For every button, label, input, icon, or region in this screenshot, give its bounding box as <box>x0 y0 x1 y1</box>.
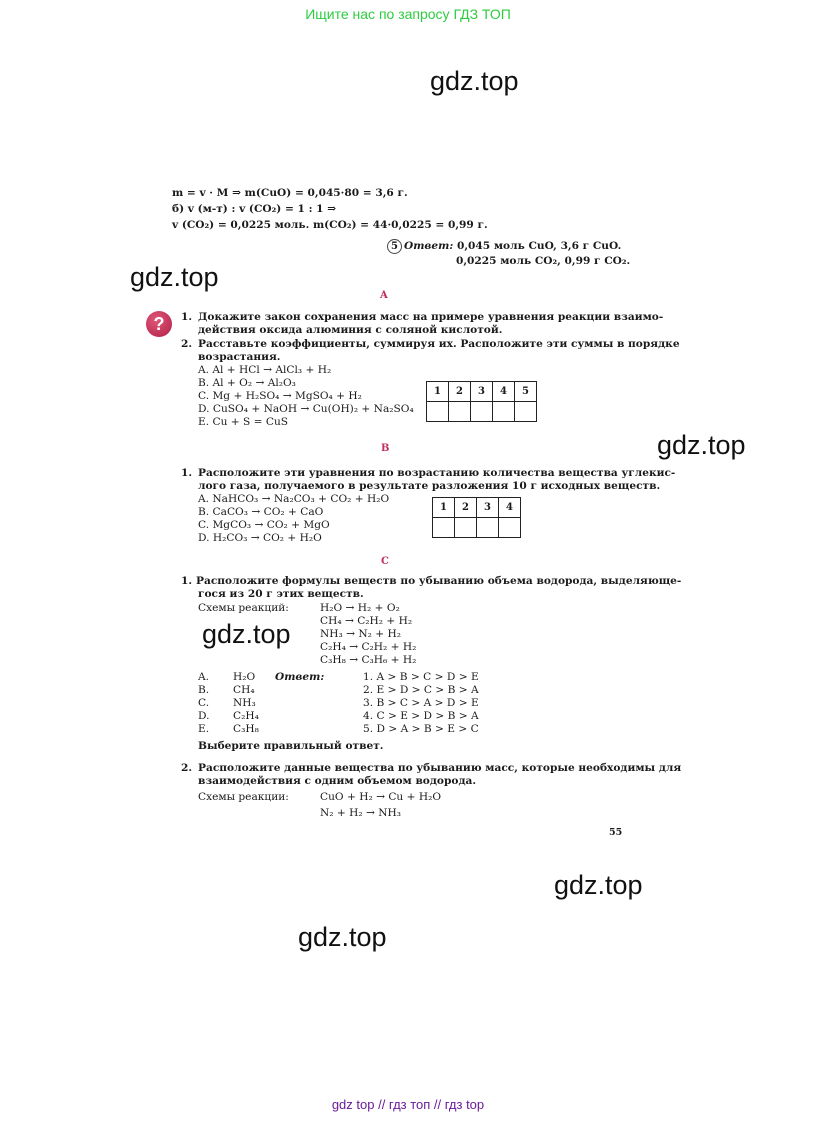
option-substance: NH₃ <box>233 697 256 709</box>
question-text: Расположите данные вещества по убыванию масс, которые необходимы для <box>198 762 682 774</box>
section-heading-c: C <box>381 556 389 567</box>
answer-option: 3. B > C > A > D > E <box>363 697 479 709</box>
option-substance: C₂H₄ <box>233 710 259 722</box>
watermark: gdz.top <box>430 66 519 96</box>
answer-option: 1. A > B > C > D > E <box>363 671 479 683</box>
answer-text: 0,045 моль CuO, 3,6 г CuO. <box>456 240 622 252</box>
question-text: действия оксида алюминия с соляной кислотой. <box>198 324 503 336</box>
section-heading-b: B <box>381 443 390 454</box>
equation: C. Mg + H₂SO₄ → MgSO₄ + H₂ <box>198 390 362 402</box>
grid-answer-cell[interactable] <box>449 402 471 422</box>
page-number: 55 <box>609 827 623 838</box>
equation: D. CuSO₄ + NaOH → Cu(OH)₂ + Na₂SO₄ <box>198 403 414 415</box>
footer-links[interactable]: gdz top // гдз топ // гдз top <box>331 1097 485 1112</box>
search-hint-link[interactable]: Ищите нас по запросу ГДЗ ТОП <box>305 6 511 22</box>
equation: A. NaHCO₃ → Na₂CO₃ + CO₂ + H₂O <box>198 493 390 505</box>
question-text: гося из 20 г этих веществ. <box>198 588 364 600</box>
answer-label: Ответ: <box>275 671 325 683</box>
option-letter: A. <box>198 671 210 683</box>
grid-answer-cell[interactable] <box>515 402 537 422</box>
option-letter: B. <box>198 684 210 696</box>
reaction-scheme: C₂H₄ → C₂H₂ + H₂ <box>320 641 417 653</box>
answer-option: 2. E > D > C > B > A <box>363 684 479 696</box>
question-mark-icon: ? <box>146 311 172 337</box>
grid-answer-cell[interactable] <box>493 402 515 422</box>
section-heading-a: A <box>380 290 388 301</box>
question-text: Докажите закон сохранения масс на примере уравнения реакции взаимо- <box>198 311 664 323</box>
answer-option: 5. D > A > B > E > C <box>363 723 479 735</box>
watermark: gdz.top <box>298 922 387 952</box>
reaction-scheme: NH₃ → N₂ + H₂ <box>320 628 401 640</box>
reaction-scheme: C₃H₈ → C₃H₆ + H₂ <box>320 654 417 666</box>
option-substance: H₂O <box>233 671 256 683</box>
equation: C. MgCO₃ → CO₂ + MgO <box>198 519 330 531</box>
answer-line <box>387 239 621 254</box>
grid-answer-cell[interactable] <box>427 402 449 422</box>
answer-label: Ответ: <box>404 240 454 252</box>
equation: D. H₂CO₃ → CO₂ + H₂O <box>198 532 322 544</box>
grid-header-cell: 1 <box>433 498 455 518</box>
answer-line-2: 0,0225 моль CO₂, 0,99 г CO₂. <box>456 255 631 267</box>
option-substance: CH₄ <box>233 684 255 696</box>
grid-header-cell: 5 <box>515 382 537 402</box>
option-substance: C₃H₈ <box>233 723 259 735</box>
question-number: 1. <box>181 311 193 323</box>
grid-header-cell: 1 <box>427 382 449 402</box>
reaction-scheme: CH₄ → C₂H₂ + H₂ <box>320 615 413 627</box>
answer-option: 4. C > E > D > B > A <box>363 710 479 722</box>
question-text: лого газа, получаемого в результате разложения 10 г исходных веществ. <box>198 480 661 492</box>
solution-line: б) v (м-т) : v (CO₂) = 1 : 1 ⇒ <box>172 203 337 215</box>
answer-number-circle: 5 <box>387 239 402 254</box>
schemes-label: Схемы реакций: <box>198 602 289 614</box>
grid-answer-cell[interactable] <box>477 518 499 538</box>
question-text: Расставьте коэффициенты, суммируя их. Расположите эти суммы в порядке <box>198 338 680 350</box>
watermark: gdz.top <box>657 430 746 460</box>
watermark: gdz.top <box>554 870 643 900</box>
grid-header-cell: 4 <box>499 498 521 518</box>
answer-grid-b <box>432 497 521 538</box>
question-text: Расположите эти уравнения по возрастанию количества вещества углекис- <box>198 467 676 479</box>
option-letter: C. <box>198 697 210 709</box>
reaction-scheme: CuO + H₂ → Cu + H₂O <box>320 791 442 803</box>
solution-line: v (CO₂) = 0,0225 моль. m(CO₂) = 44·0,0225 = 0,99 г. <box>172 219 488 231</box>
grid-answer-cell[interactable] <box>433 518 455 538</box>
grid-answer-cell[interactable] <box>499 518 521 538</box>
reaction-scheme: H₂O → H₂ + O₂ <box>320 602 400 614</box>
reaction-scheme: N₂ + H₂ → NH₃ <box>320 807 401 819</box>
grid-header-cell: 4 <box>493 382 515 402</box>
answer-grid-a <box>426 381 537 422</box>
question-text: взаимодействия с одним объемом водорода. <box>198 775 477 787</box>
watermark: gdz.top <box>202 619 291 649</box>
grid-answer-cell[interactable] <box>455 518 477 538</box>
equation: B. CaCO₃ → CO₂ + CaO <box>198 506 324 518</box>
equation: A. Al + HCl → AlCl₃ + H₂ <box>198 364 332 376</box>
grid-header-cell: 2 <box>449 382 471 402</box>
question-number: 1. <box>181 467 193 479</box>
schemes-label: Схемы реакции: <box>198 791 289 803</box>
question-number: 2. <box>181 762 193 774</box>
equation: B. Al + O₂ → Al₂O₃ <box>198 377 296 389</box>
grid-answer-cell[interactable] <box>471 402 493 422</box>
grid-header-cell: 2 <box>455 498 477 518</box>
question-number: 1. <box>181 575 193 587</box>
watermark: gdz.top <box>130 262 219 292</box>
equation: E. Cu + S = CuS <box>198 416 289 428</box>
option-letter: E. <box>198 723 210 735</box>
choose-instruction: Выберите правильный ответ. <box>198 740 384 752</box>
grid-header-cell: 3 <box>477 498 499 518</box>
solution-line: m = v · M ⇒ m(CuO) = 0,045·80 = 3,6 г. <box>172 187 408 199</box>
question-text: Расположите формулы веществ по убыванию объема водорода, выделяюще- <box>196 575 682 587</box>
question-text: возрастания. <box>198 351 281 363</box>
option-letter: D. <box>198 710 210 722</box>
question-number: 2. <box>181 338 193 350</box>
grid-header-cell: 3 <box>471 382 493 402</box>
